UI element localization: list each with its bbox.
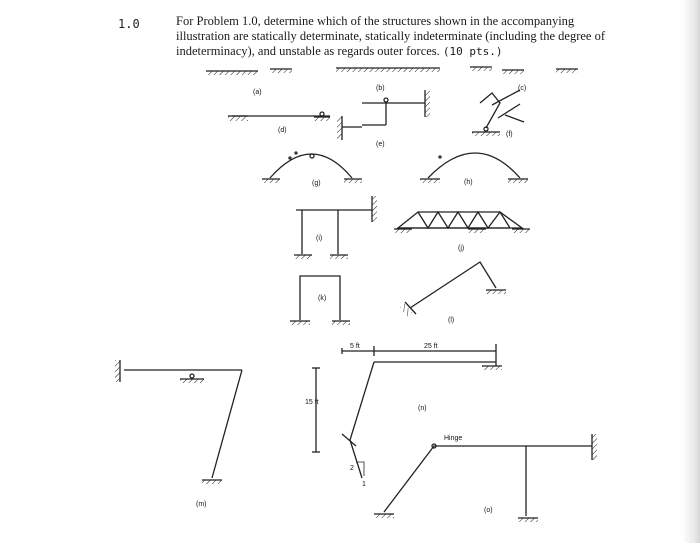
structure-g xyxy=(262,152,362,183)
problem-line-2: illustration are statically determinate, statically indeterminate (including the degree of xyxy=(176,29,606,43)
structure-f xyxy=(492,90,524,122)
label-b: (b) xyxy=(376,85,385,92)
label-i: (i) xyxy=(316,235,323,242)
problem-line-3: indeterminacy), and unstable as regards outer forces. xyxy=(176,44,440,58)
label-k: (k) xyxy=(318,295,327,302)
top-ground-supports xyxy=(206,67,578,75)
structure-m xyxy=(115,360,242,484)
dim-5ft: 5 ft xyxy=(350,343,360,350)
structure-h xyxy=(420,153,528,183)
structure-l xyxy=(400,262,506,317)
problem-line-1: For Problem 1.0, determine which of the structures shown in the accompanying xyxy=(176,14,575,28)
structure-b xyxy=(362,90,430,125)
label-n: (n) xyxy=(418,405,427,412)
hinge-label: Hinge xyxy=(444,435,463,442)
structure-c xyxy=(472,93,500,136)
label-a: (a) xyxy=(253,89,262,96)
dim-slope-rise: 2 xyxy=(350,465,354,472)
label-o: (o) xyxy=(484,507,493,514)
label-d: (d) xyxy=(278,127,287,134)
dim-25ft: 25 ft xyxy=(424,343,438,350)
problem-points: (10 pts.) xyxy=(442,45,503,58)
label-l: (l) xyxy=(448,317,455,324)
dim-15ft: 15 ft xyxy=(305,399,319,406)
structure-j xyxy=(394,212,530,233)
structure-n xyxy=(312,344,502,478)
label-c: (c) xyxy=(518,85,527,92)
label-j: (j) xyxy=(458,245,465,252)
structure-i xyxy=(294,196,377,259)
structure-d xyxy=(337,116,362,140)
problem-number: 1.0 xyxy=(118,17,140,31)
label-m: (m) xyxy=(196,501,207,508)
label-h: (h) xyxy=(464,179,473,186)
label-f: (f) xyxy=(506,131,513,138)
label-e: (e) xyxy=(376,141,385,148)
dim-slope-run: 1 xyxy=(362,481,366,488)
structure-a xyxy=(228,112,330,121)
label-g: (g) xyxy=(312,180,321,187)
